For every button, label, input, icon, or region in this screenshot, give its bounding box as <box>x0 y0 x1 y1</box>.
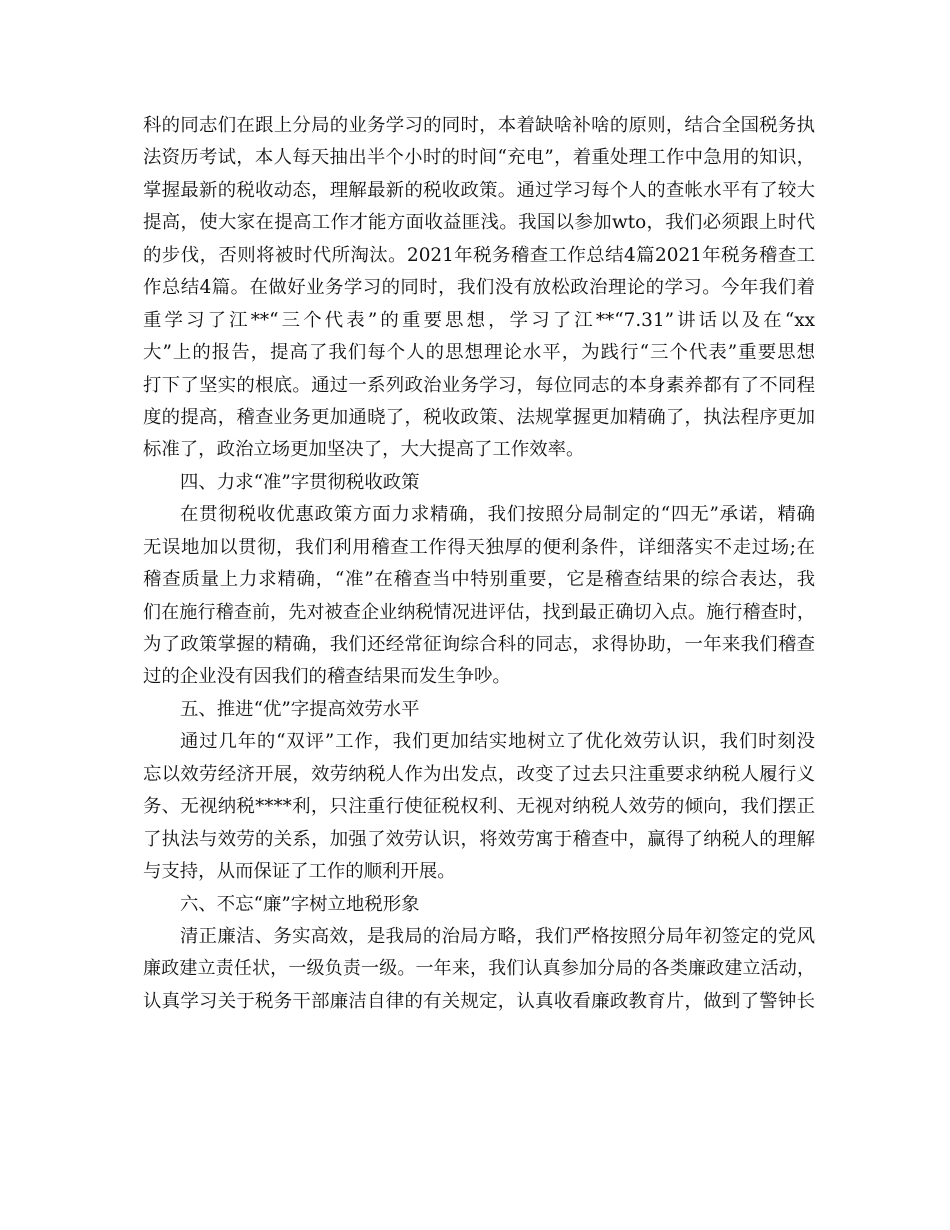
text-line: 通过几年的“双评”工作，我们更加结实地树立了优化效劳认识，我们时刻没 <box>180 731 815 753</box>
text-line: 作总结4篇。在做好业务学习的同时，我们没有放松政治理论的学习。今年我们着 <box>143 277 815 299</box>
text-line: 稽查质量上力求精确，“准”在稽查当中特别重要，它是稽查结果的综合表达，我 <box>143 569 815 591</box>
text-line: 重学习了江**“三个代表”的重要思想，学习了江**“7.31”讲话以及在“xx <box>143 309 815 331</box>
text-line: 了执法与效劳的关系，加强了效劳认识，将效劳寓于稽查中，赢得了纳税人的理解 <box>143 828 815 850</box>
text-line: 与支持，从而保证了工作的顺利开展。 <box>143 861 456 883</box>
text-line: 科的同志们在跟上分局的业务学习的同时，本着缺啥补啥的原则，结合全国税务执 <box>143 115 815 136</box>
text-line: 标准了，政治立场更加坚决了，大大提高了工作效率。 <box>143 439 585 461</box>
text-line: 在贯彻税收优惠政策方面力求精确，我们按照分局制定的“四无”承诺，精确 <box>180 504 815 526</box>
text-line: 廉政建立责任状，一级负责一级。一年来，我们认真参加分局的各类廉政建立活动， <box>143 958 815 980</box>
text-line: 清正廉洁、务实高效，是我局的治局方略，我们严格按照分局年初签定的党风 <box>180 925 815 947</box>
text-line: 们在施行稽查前，先对被查企业纳税情况进评估，找到最正确切入点。施行稽查时， <box>143 601 815 623</box>
text-line: 为了政策掌握的精确，我们还经常征询综合科的同志，求得协助，一年来我们稽查 <box>143 634 815 655</box>
text-line: 法资历考试，本人每天抽出半个小时的时间“充电”，着重处理工作中急用的知识， <box>143 147 815 169</box>
text-line: 务、无视纳税****利，只注重行使征税权利、无视对纳税人效劳的倾向，我们摆正 <box>143 796 815 818</box>
text-line: 认真学习关于税务干部廉洁自律的有关规定，认真收看廉政教育片，做到了警钟长 <box>143 990 815 1012</box>
text-line: 过的企业没有因我们的稽查结果而发生争吵。 <box>143 666 511 688</box>
text-line: 度的提高，稽查业务更加通晓了，税收政策、法规掌握更加精确了，执法程序更加 <box>143 406 815 428</box>
document-body <box>143 110 815 1018</box>
text-line: 的步伐，否则将被时代所淘汰。2021年税务稽查工作总结4篇2021年税务稽查工 <box>143 244 815 266</box>
text-line: 无误地加以贯彻，我们利用稽查工作得天独厚的便利条件，详细落实不走过场;在 <box>143 536 815 558</box>
section-heading: 四、力求“准”字贯彻税收政策 <box>180 471 420 493</box>
text-line: 大”上的报告，提高了我们每个人的思想理论水平，为践行“三个代表”重要思想 <box>143 342 815 364</box>
section-heading: 五、推进“优”字提高效劳水平 <box>180 698 420 720</box>
section-heading: 六、不忘“廉”字树立地税形象 <box>180 893 420 915</box>
text-line: 提高，使大家在提高工作才能方面收益匪浅。我国以参加wto，我们必须跟上时代 <box>143 212 815 234</box>
text-line: 打下了坚实的根底。通过一系列政治业务学习，每位同志的本身素养都有了不同程 <box>143 374 815 396</box>
text-line: 忘以效劳经济开展，效劳纳税人作为出发点，改变了过去只注重要求纳税人履行义 <box>143 763 815 785</box>
text-line: 掌握最新的税收动态，理解最新的税收政策。通过学习每个人的查帐水平有了较大 <box>143 179 815 201</box>
